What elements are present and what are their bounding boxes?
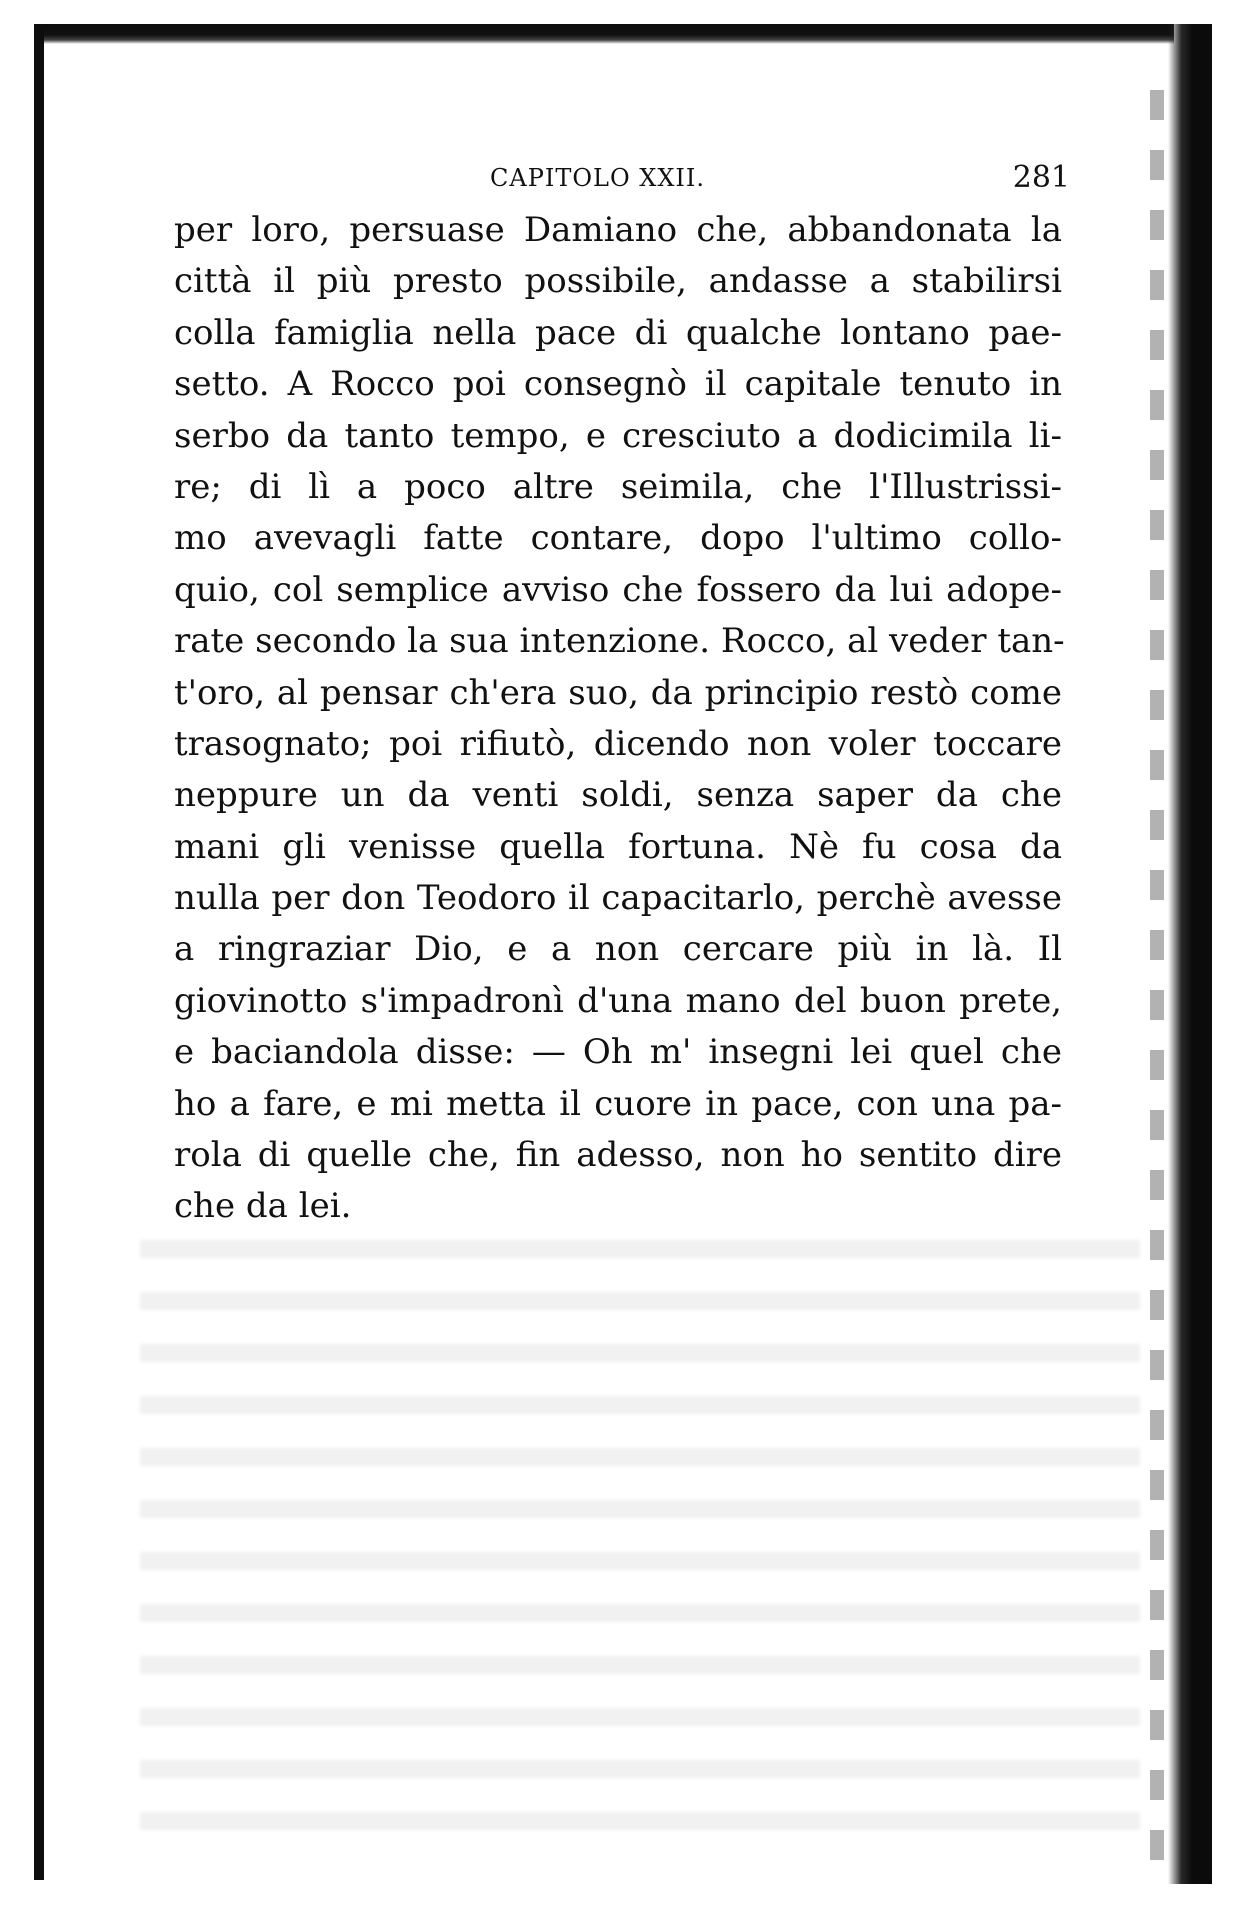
page-right-edge (1168, 24, 1212, 1884)
text-line: t'oro, al pensar ch'era suo, da principio restò come (174, 672, 1062, 713)
text-line: che da lei. (174, 1186, 352, 1227)
text-line: nulla per don Teodoro il capacitarlo, perchè avesse (174, 878, 1062, 919)
text-line: setto. A Rocco poi consegnò il capitale tenuto in (174, 364, 1062, 405)
text-line: re; di lì a poco altre seimila, che l'Illustrissi- (174, 466, 1062, 507)
text-line: colla famiglia nella pace di qualche lontano pae- (174, 312, 1062, 353)
text-line: e baciandola disse: — Oh m' insegni lei quel che (174, 1032, 1062, 1073)
text-line: neppure un da venti soldi, senza saper da che (174, 775, 1062, 816)
text-line: trasognato; poi rifiutò, dicendo non voler toccare (174, 723, 1062, 764)
text-line: mani gli venisse quella fortuna. Nè fu cosa da (174, 826, 1062, 867)
text-line: giovinotto s'impadronì d'una mano del buon prete, (174, 980, 1062, 1021)
text-line: mo avevagli fatte contare, dopo l'ultimo collo- (174, 518, 1062, 559)
page-left-edge (34, 30, 44, 1880)
text-line: per loro, persuase Damiano che, abbandonata la (174, 210, 1062, 250)
text-line: a ringraziar Dio, e a non cercare più in là. Il (174, 929, 1062, 970)
page-number: 281 (1012, 160, 1070, 195)
text-line: rate secondo la sua intenzione. Rocco, al veder tan- (174, 621, 1065, 662)
show-through-text (140, 1240, 1140, 1860)
text-line: città il più presto possibile, andasse a stabilirsi (174, 261, 1062, 302)
page-top-edge (34, 24, 1174, 44)
running-title: CAPITOLO XXII. (490, 164, 706, 192)
text-line: ho a fare, e mi metta il cuore in pace, con una pa- (174, 1083, 1062, 1124)
text-line: quio, col semplice avviso che fossero da lui adope- (174, 569, 1062, 610)
text-line: serbo da tanto tempo, e cresciuto a dodicimila li- (174, 415, 1062, 456)
page-header (170, 160, 1070, 200)
body-text (174, 205, 1065, 1233)
text-line: rola di quelle che, fin adesso, non ho sentito dire (174, 1135, 1062, 1176)
binding-shadow (1150, 90, 1164, 1870)
